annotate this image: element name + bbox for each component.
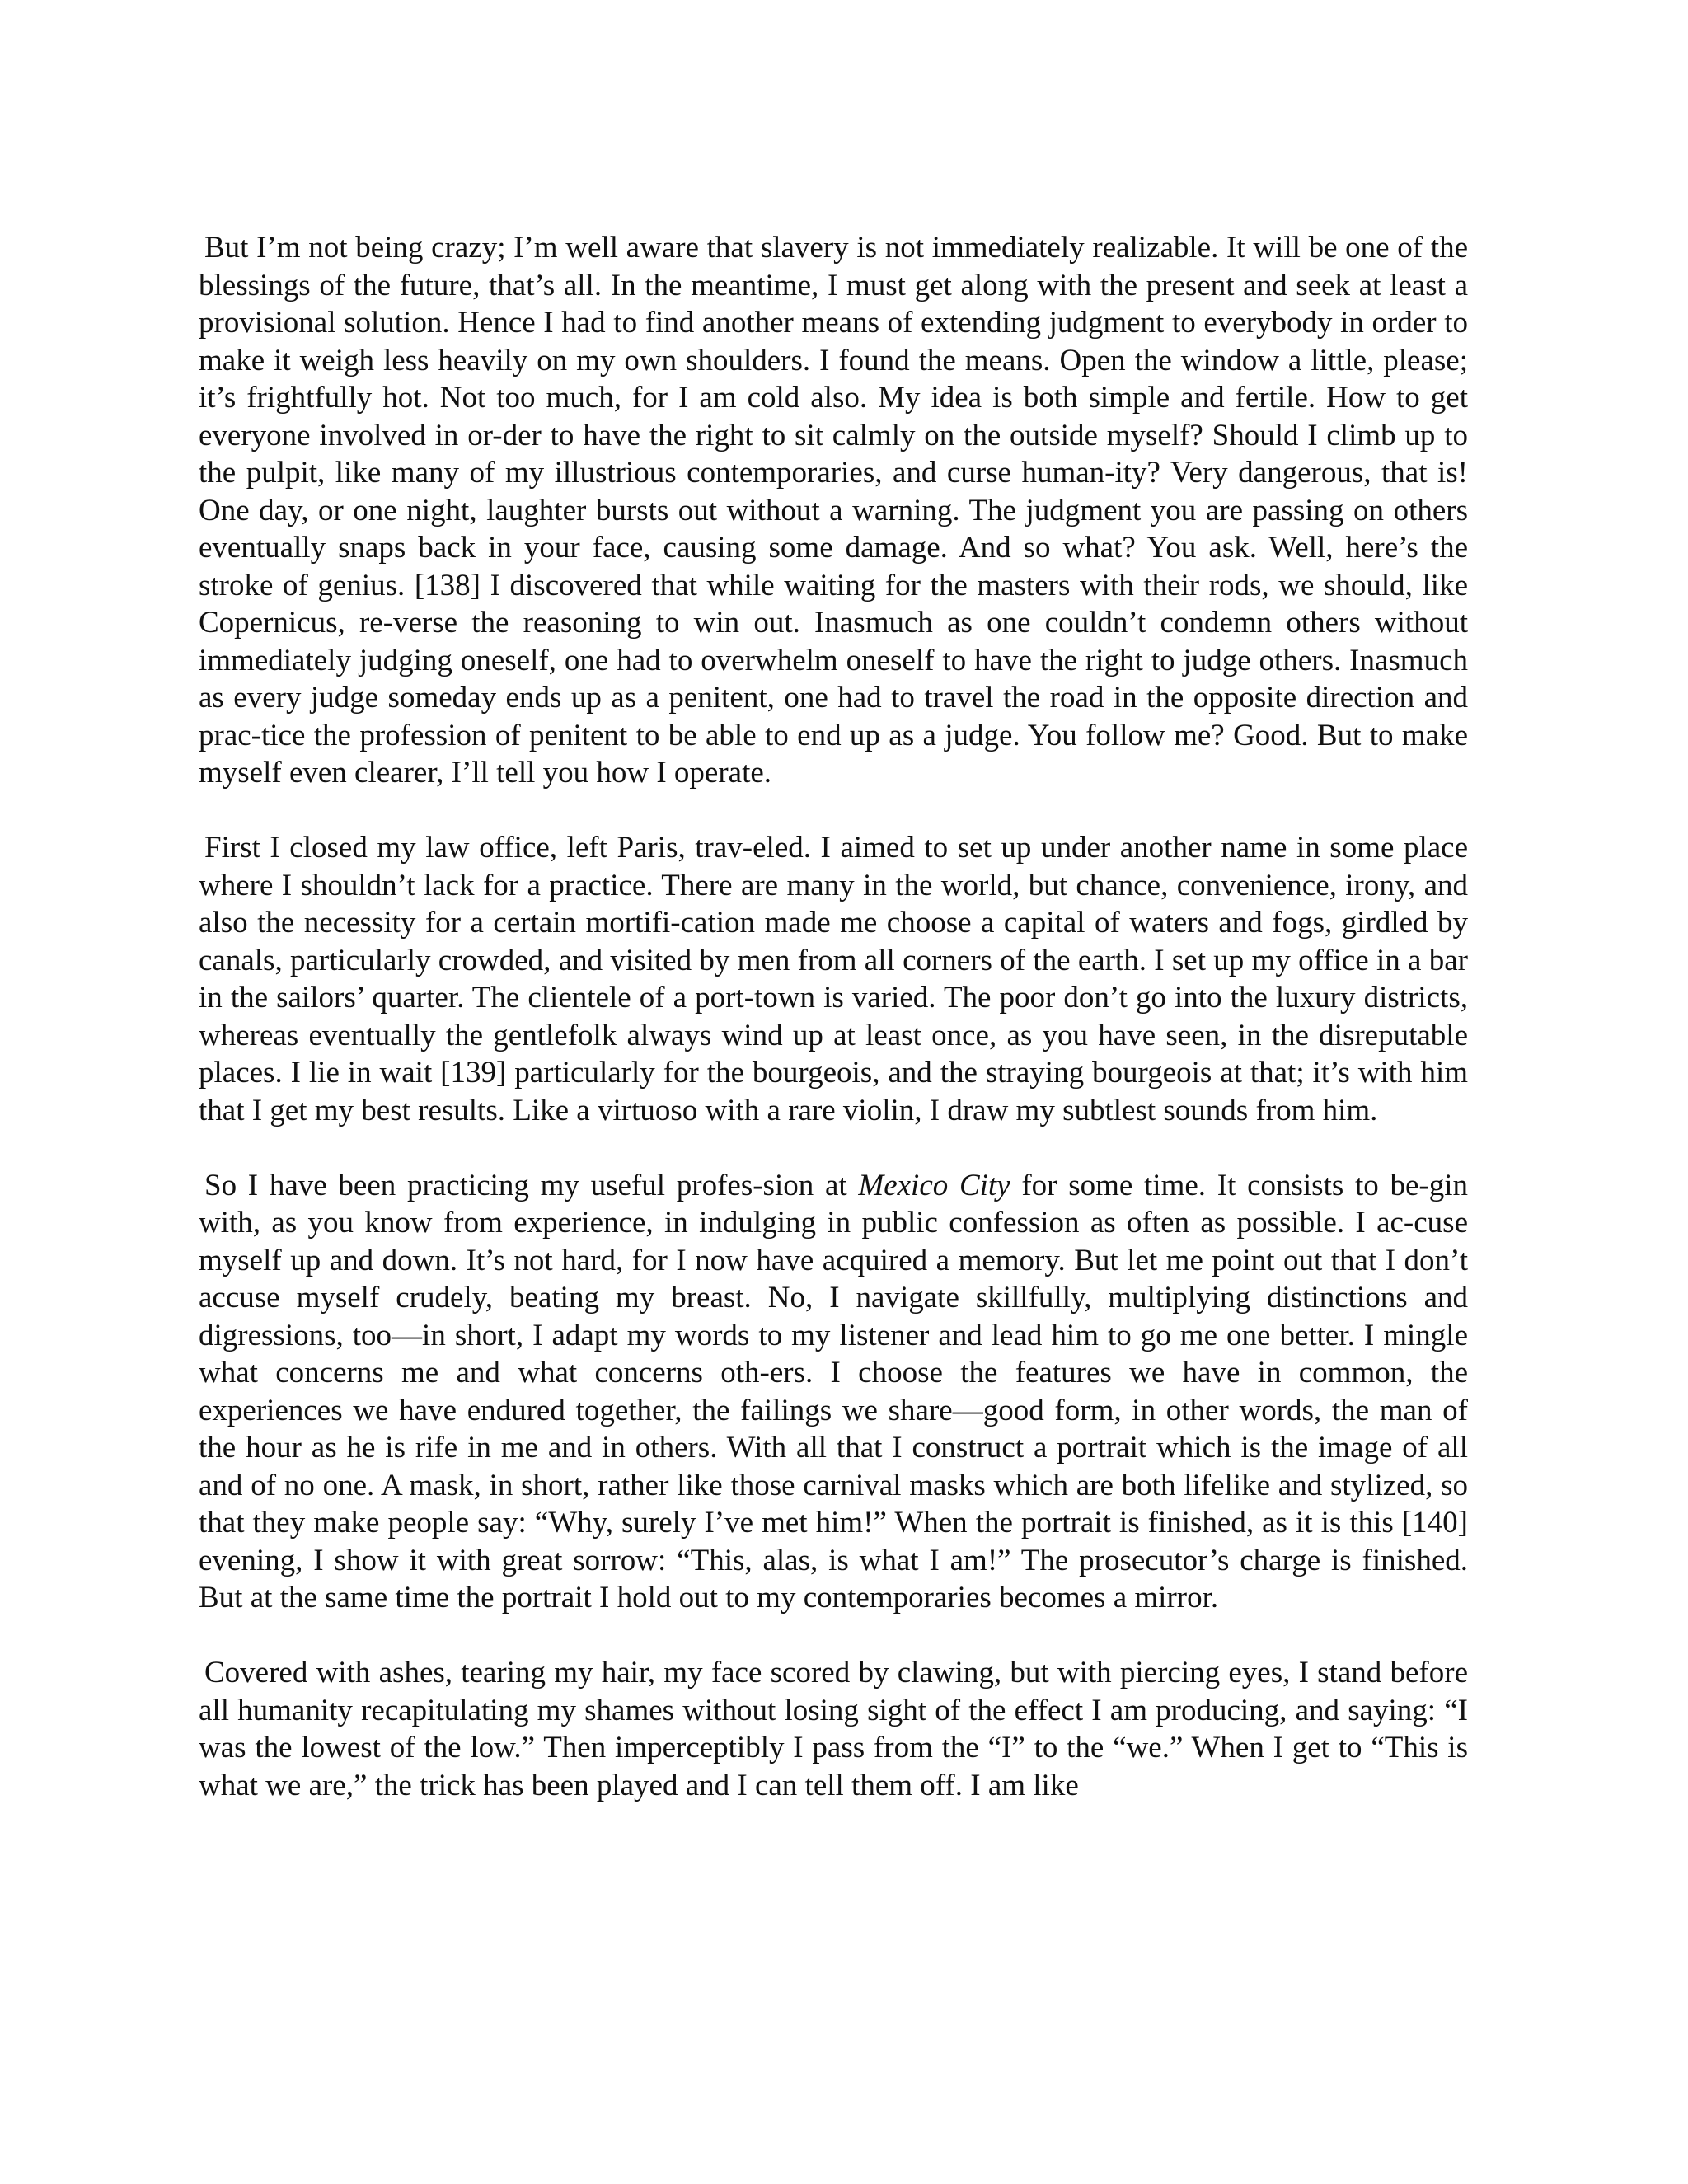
body-text [199, 229, 1468, 1842]
paragraph-2 [199, 829, 1468, 1129]
paragraph-text: Covered with ashes, tearing my hair, my face scored by clawing, but with piercing eyes, I stand before all humanity recapitulating my shames without losing sight of the effect I am producing, and saying: “I was the lowest of the low.” Then imperceptibly I pass from the “I” to the “we.” When I get to “This is what we are,” the trick has been played and I can tell them off. I am like [199, 1656, 1468, 1802]
paragraph-text: First I closed my law office, left Paris, trav-eled. I aimed to set up under another name in some place where I shouldn’t lack for a practice. There are many in the world, but chance, convenience, irony, and also the necessity for a certain mortifi-cation made me choose a capital of waters and fogs, girdled by canals, particularly crowded, and visited by men from all corners of the earth. I set up my office in a bar in the sailors’ quarter. The clientele of a port-town is varied. The poor don’t go into the luxury districts, whereas eventually the gentlefolk always wind up at least once, as you have seen, in the disreputable places. I lie in wait [139] particularly for the bourgeois, and the straying bourgeois at that; it’s with him that I get my best results. Like a virtuoso with a rare violin, I draw my subtlest sounds from him. [199, 831, 1468, 1127]
place-name-italic: Mexico City [858, 1168, 1010, 1202]
paragraph-4 [199, 1654, 1468, 1804]
paragraph-1 [199, 229, 1468, 792]
paragraph-text: for some time. It consists to be-gin with, as you know from experience, in indulging in public confession as often as possible. I ac-cuse myself up and down. It’s not hard, for I now have acquired a memory. But let me point out that I don’t accuse myself crudely, beating my breast. No, I navigate skillfully, multiplying distinctions and digressions, too—in short, I adapt my words to my listener and lead him to go me one better. I mingle what concerns me and what concerns oth-ers. I choose the features we have in common, the experiences we have endured together, the failings we share—good form, in other words, the man of the hour as he is rife in me and in others. With all that I construct a portrait which is the image of all and of no one. A mask, in short, rather like those carnival masks which are both lifelike and stylized, so that they make people say: “Why, surely I’ve met him!” When the portrait is finished, as it is this [140] evening, I show it with great sorrow: “This, alas, is what I am!” The prosecutor’s charge is finished. But at the same time the portrait I hold out to my contemporaries becomes a mirror. [199, 1168, 1469, 1615]
paragraph-3 [199, 1167, 1468, 1617]
paragraph-text: But I’m not being crazy; I’m well aware that slavery is not immediately realizable. It will be one of the blessings of the future, that’s all. In the meantime, I must get along with the present and seek at least a provisional solution. Hence I had to find another means of extending judgment to everybody in order to make it weigh less heavily on my own shoulders. I found the means. Open the window a little, please; it’s frightfully hot. Not too much, for I am cold also. My idea is both simple and fertile. How to get everyone involved in or-der to have the right to sit calmly on the outside myself? Should I climb up to the pulpit, like many of my illustrious contemporaries, and curse human-ity? Very dangerous, that is! One day, or one night, laughter bursts out without a warning. The judgment you are passing on others eventually snaps back in your face, causing some damage. And so what? You ask. Well, here’s the stroke of genius. [138] I discovered that while waiting for the masters with their rods, we should, like Copernicus, re-verse the reasoning to win out. Inasmuch as one couldn’t condemn others without immediately judging oneself, one had to overwhelm oneself to have the right to judge others. Inasmuch as every judge someday ends up as a penitent, one had to travel the road in the opposite direction and prac-tice the profession of penitent to be able to end up as a judge. You follow me? Good. But to make myself even clearer, I’ll tell you how I operate. [199, 231, 1468, 790]
paragraph-text: So I have been practicing my useful profes-sion at [204, 1168, 859, 1202]
